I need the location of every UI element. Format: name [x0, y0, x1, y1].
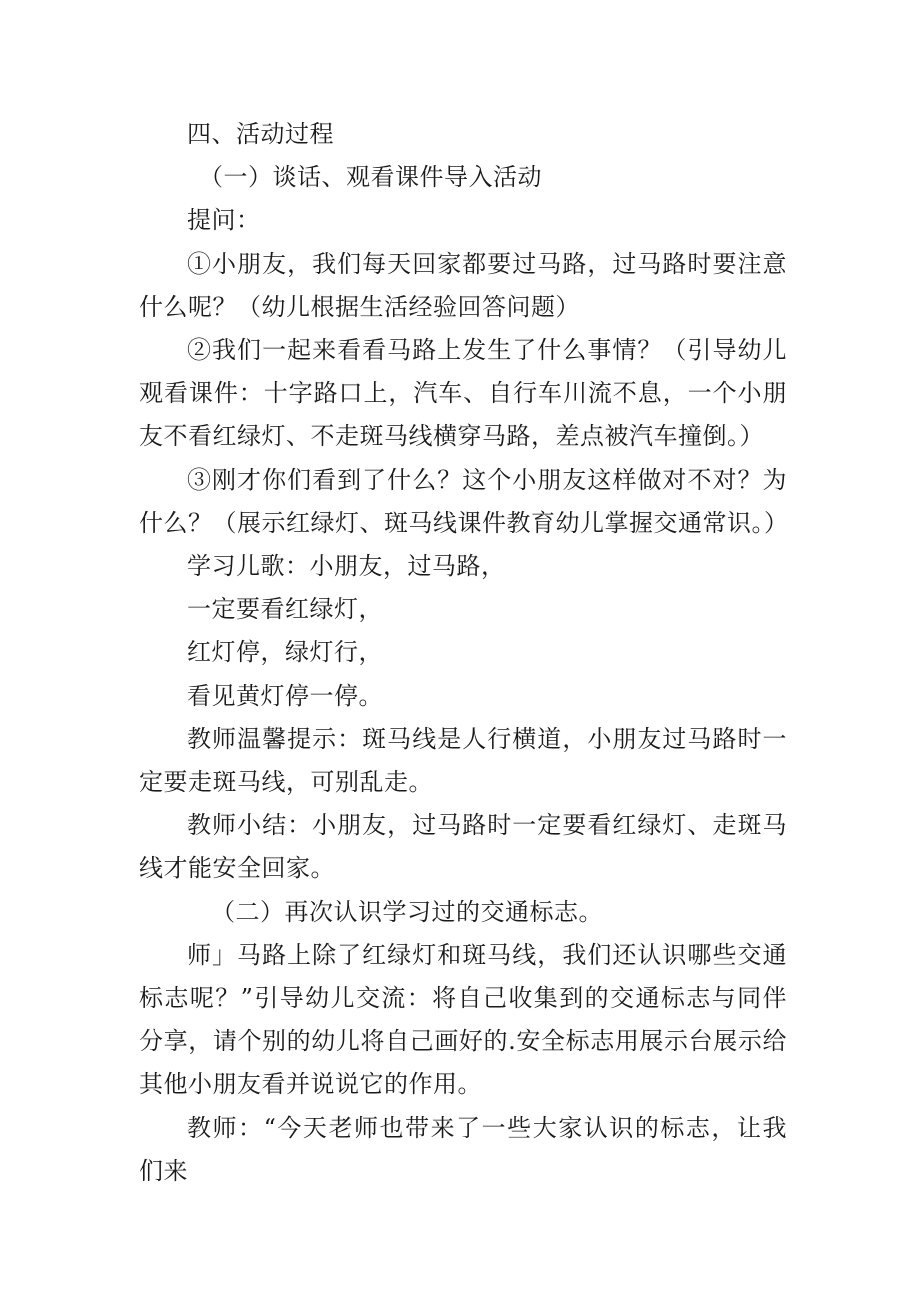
question-1: ①小朋友，我们每天回家都要过马路，过马路时要注意什么呢？（幼儿根据生活经验回答问题） [139, 249, 787, 321]
teacher-intro: 教师：“今天老师也带来了一些大家认识的标志，让我们来 [139, 1113, 787, 1185]
teacher-question: 师」马路上除了红绿灯和斑马线，我们还认识哪些交通标志呢？”引导幼儿交流：将自己收集到的交通标志与同伴分享，请个别的幼儿将自己画好的.安全标志用展示台展示给其他小朋友看并说说它的作用。 [139, 940, 787, 1099]
question-2: ②我们一起来看看马路上发生了什么事情？（引导幼儿观看课件：十字路口上，汽车、自行车川流不息，一个小朋友不看红绿灯、不走斑马线横穿马路，差点被汽车撞倒。） [139, 336, 787, 451]
teacher-summary: 教师小结：小朋友，过马路时一定要看红绿灯、走斑马线才能安全回家。 [139, 811, 787, 883]
subsection-heading-1: （一）谈话、观看课件导入活动 [199, 163, 542, 192]
teacher-tip: 教师温馨提示：斑马线是人行横道，小朋友过马路时一定要走斑马线，可别乱走。 [139, 724, 787, 797]
song-line-3: 红灯停，绿灯行， [187, 638, 383, 667]
subsection-heading-2: （二）再次认识学习过的交通标志。 [211, 897, 603, 926]
song-line-2: 一定要看红绿灯， [187, 595, 383, 624]
document-body [139, 113, 787, 1193]
song-line-1: 学习儿歌：小朋友，过马路， [187, 552, 506, 581]
song-line-4: 看见黄灯停一停。 [187, 681, 383, 710]
section-heading: 四、活动过程 [187, 120, 334, 148]
question-label: 提问： [187, 206, 261, 235]
question-3: ③刚才你们看到了什么？这个小朋友这样做对不对？为什么？（展示红绿灯、斑马线课件教育幼儿掌握交通常识。） [139, 465, 789, 537]
